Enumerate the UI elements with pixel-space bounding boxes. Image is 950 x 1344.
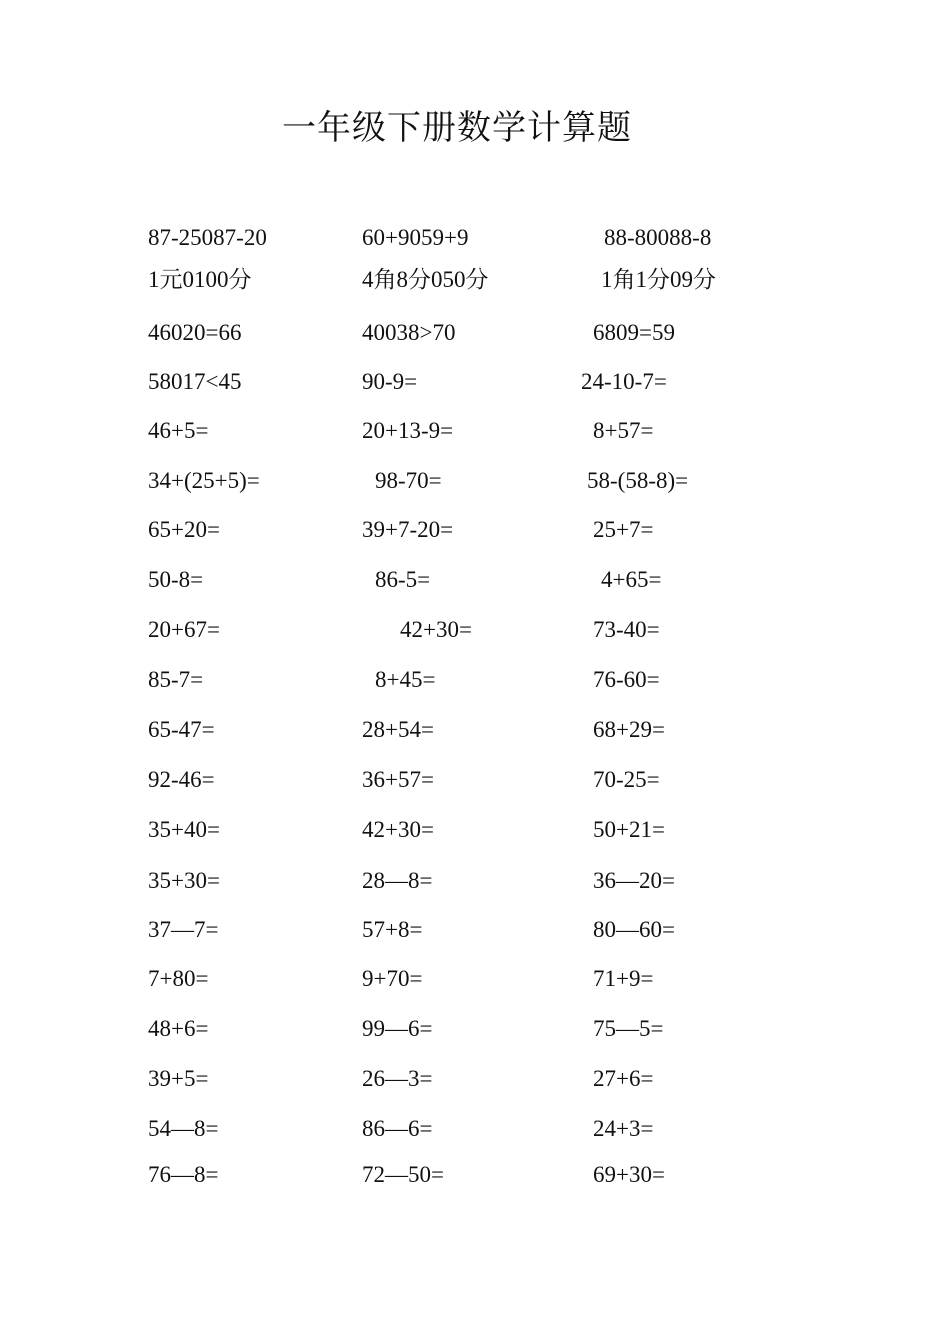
problem-r19-c2: 86—6=	[362, 1116, 433, 1141]
problem-r5-c1: 46+5=	[148, 418, 209, 443]
problem-r3-c1: 46020=66	[148, 320, 242, 345]
problem-r12-c3: 70-25=	[593, 767, 660, 792]
problem-r18-c3: 27+6=	[593, 1066, 654, 1091]
problem-r13-c2: 42+30=	[362, 817, 434, 842]
problem-r1-c2: 60+9059+9	[362, 225, 469, 250]
problem-r3-c2: 40038>70	[362, 320, 456, 345]
problem-r12-c2: 36+57=	[362, 767, 434, 792]
problem-r3-c3: 6809=59	[593, 320, 675, 345]
problem-r4-c2: 90-9=	[362, 369, 418, 394]
problem-r18-c2: 26—3=	[362, 1066, 433, 1091]
problem-r7-c1: 65+20=	[148, 517, 220, 542]
problem-r2-c2: 4角8分050分	[362, 267, 489, 292]
problem-r13-c3: 50+21=	[593, 817, 665, 842]
problem-r9-c1: 20+67=	[148, 617, 220, 642]
problem-r6-c2: 98-70=	[375, 468, 442, 493]
problem-r6-c1: 34+(25+5)=	[148, 468, 260, 493]
problem-r13-c1: 35+40=	[148, 817, 220, 842]
problem-r8-c1: 50-8=	[148, 567, 204, 592]
problem-r15-c2: 57+8=	[362, 917, 423, 942]
problem-r11-c3: 68+29=	[593, 717, 665, 742]
problem-r4-c1: 58017<45	[148, 369, 242, 394]
problem-r8-c3: 4+65=	[601, 567, 662, 592]
problem-r5-c2: 20+13-9=	[362, 418, 454, 443]
problem-r16-c2: 9+70=	[362, 966, 423, 991]
problem-r19-c1: 54—8=	[148, 1116, 219, 1141]
problem-r16-c1: 7+80=	[148, 966, 209, 991]
problem-r10-c1: 85-7=	[148, 667, 204, 692]
problem-r1-c1: 87-25087-20	[148, 225, 267, 250]
problem-r7-c3: 25+7=	[593, 517, 654, 542]
problem-r20-c3: 69+30=	[593, 1162, 665, 1187]
problem-r5-c3: 8+57=	[593, 418, 654, 443]
problem-r10-c3: 76-60=	[593, 667, 660, 692]
problem-r9-c2: 42+30=	[400, 617, 472, 642]
problem-r15-c3: 80—60=	[593, 917, 675, 942]
problem-r7-c2: 39+7-20=	[362, 517, 454, 542]
problem-r8-c2: 86-5=	[375, 567, 431, 592]
problem-r20-c1: 76—8=	[148, 1162, 219, 1187]
problem-r10-c2: 8+45=	[375, 667, 436, 692]
problem-r19-c3: 24+3=	[593, 1116, 654, 1141]
problem-r20-c2: 72—50=	[362, 1162, 444, 1187]
problem-r14-c1: 35+30=	[148, 868, 220, 893]
problem-r18-c1: 39+5=	[148, 1066, 209, 1091]
problem-r15-c1: 37—7=	[148, 917, 219, 942]
problem-r17-c1: 48+6=	[148, 1016, 209, 1041]
problem-r14-c3: 36—20=	[593, 868, 675, 893]
problem-r11-c2: 28+54=	[362, 717, 434, 742]
page-title: 一年级下册数学计算题	[282, 108, 632, 148]
problem-r17-c2: 99—6=	[362, 1016, 433, 1041]
problem-r9-c3: 73-40=	[593, 617, 660, 642]
problem-r12-c1: 92-46=	[148, 767, 215, 792]
problem-r2-c3: 1角1分09分	[601, 267, 716, 292]
problem-r17-c3: 75—5=	[593, 1016, 664, 1041]
problem-r16-c3: 71+9=	[593, 966, 654, 991]
problem-r4-c3: 24-10-7=	[581, 369, 667, 394]
problem-r6-c3: 58-(58-8)=	[587, 468, 689, 493]
problem-r2-c1: 1元0100分	[148, 267, 252, 292]
problem-r14-c2: 28—8=	[362, 868, 433, 893]
problem-r1-c3: 88-80088-8	[604, 225, 712, 250]
problem-r11-c1: 65-47=	[148, 717, 215, 742]
